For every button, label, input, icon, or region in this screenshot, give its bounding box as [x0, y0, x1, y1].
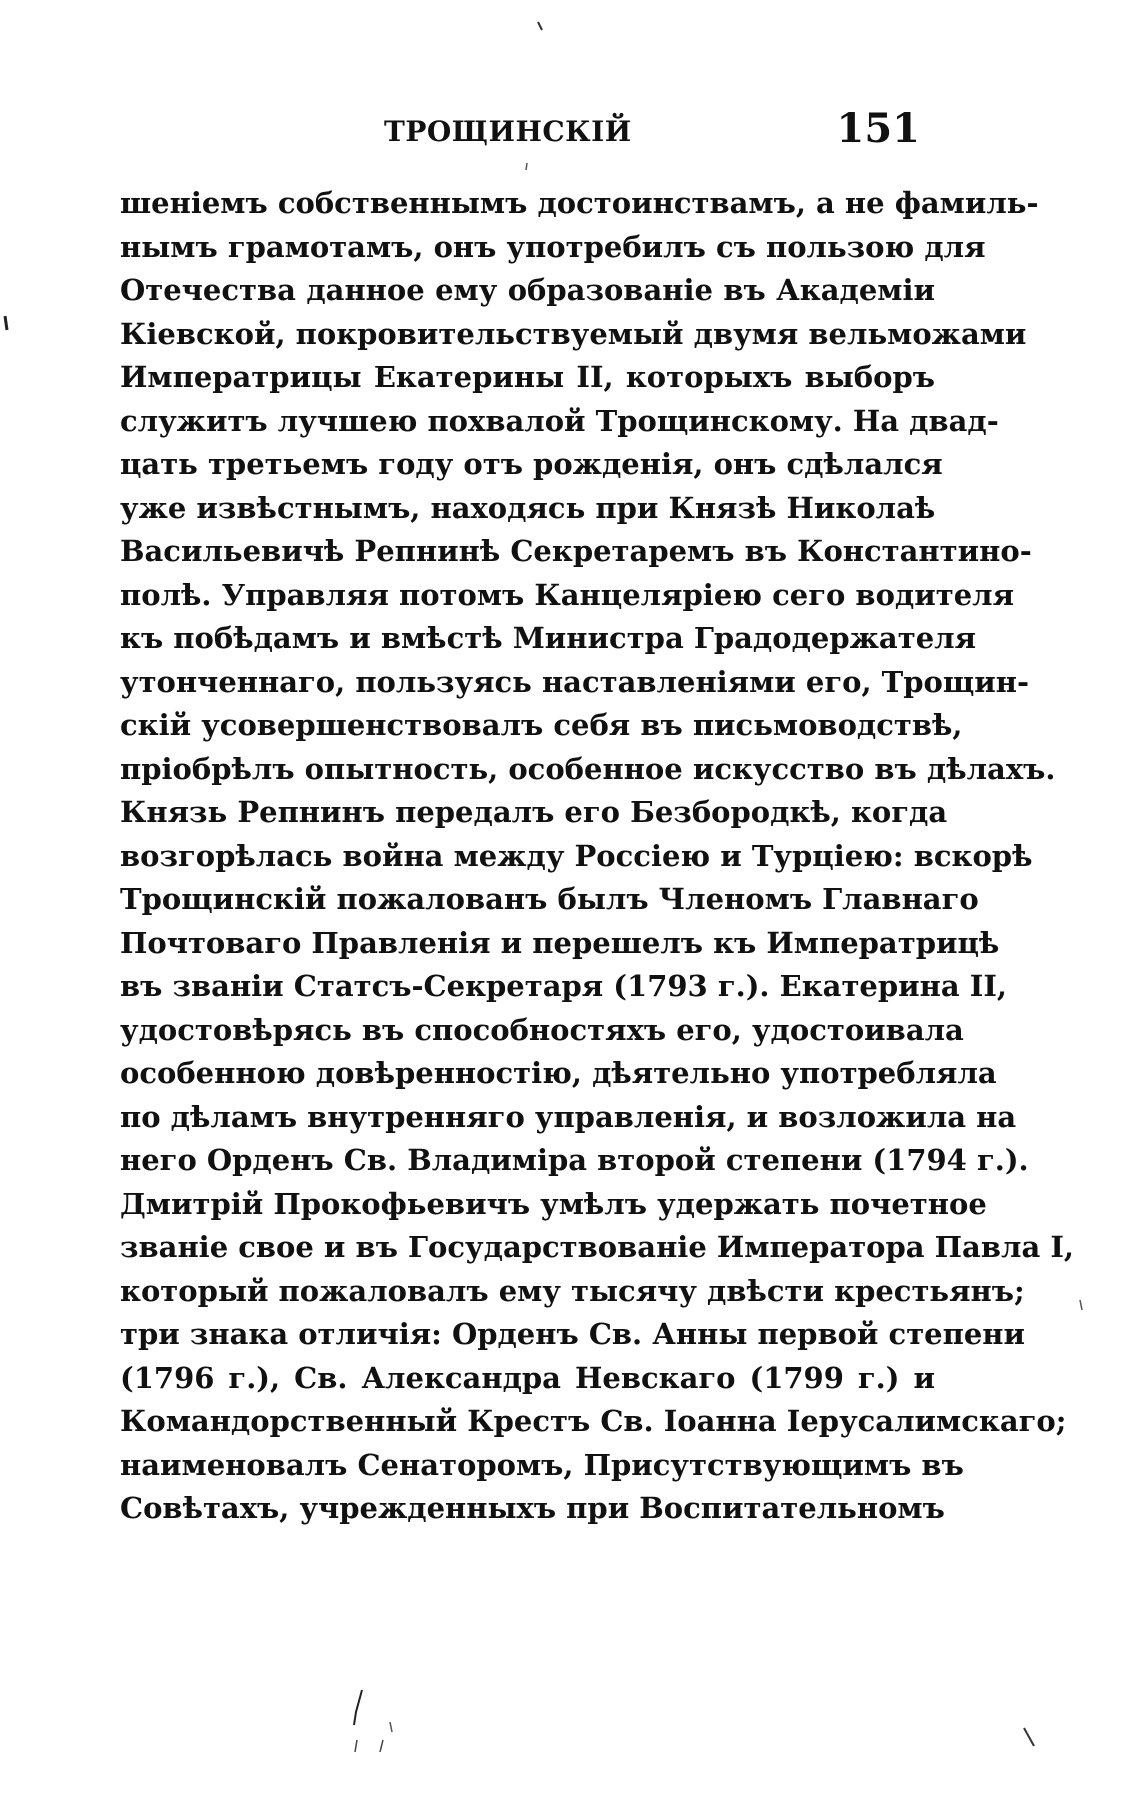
- text-line: въ званіи Статсъ-Секретаря (1793 г.). Екатерина II,: [120, 969, 1007, 1003]
- text-line: удостовѣрясь въ способностяхъ его, удостоивала: [120, 1012, 964, 1047]
- running-title: ТРОЩИНСКІЙ: [384, 115, 632, 148]
- text-line: нымъ грамотамъ, онъ употребилъ съ пользою для: [120, 229, 986, 264]
- text-line: къ побѣдамъ и вмѣстѣ Министра Градодержателя: [120, 621, 977, 655]
- text-line: по дѣламъ внутренняго управленія, и возложила на: [120, 1099, 1017, 1134]
- text-line: уже извѣстнымъ, находясь при Князѣ Николаѣ: [120, 490, 936, 525]
- text-line: утонченнаго, пользуясь наставленіями его, Трощин-: [120, 664, 1030, 699]
- text-line: Императрицы Екатерины II, которыхъ выборъ: [120, 360, 935, 394]
- scan-speck: [355, 1740, 357, 1752]
- text-line: Отечества данное ему образованіе въ Академіи: [120, 273, 935, 307]
- scan-speck: [1024, 1728, 1034, 1746]
- text-line: Дмитрій Прокофьевичъ умѣлъ удержать почетное: [120, 1186, 987, 1221]
- text-line: полѣ. Управляя потомъ Канцеляріею сего водителя: [120, 577, 1015, 612]
- text-line: Трощинскій пожалованъ былъ Членомъ Главнаго: [120, 882, 979, 916]
- text-line: (1796 г.), Св. Александра Невскаго (1799 г.) и: [120, 1360, 935, 1395]
- text-line: Почтоваго Правленія и перешелъ къ Императрицѣ: [120, 925, 1000, 960]
- text-line: шеніемъ собственнымъ достоинствамъ, а не фамиль-: [120, 186, 1039, 220]
- text-line: скій усовершенствовалъ себя въ письмоводствѣ,: [120, 708, 963, 742]
- scan-speck: [538, 22, 542, 30]
- scan-speck: [1080, 1300, 1082, 1310]
- text-line: особенною довѣренностію, дѣятельно употребляла: [120, 1056, 997, 1090]
- text-line: Васильевичѣ Репнинѣ Секретаремъ въ Константино-: [120, 534, 1032, 568]
- text-line: цать третьемъ году отъ рожденія, онъ сдѣлался: [120, 447, 943, 481]
- text-line: званіе свое и въ Государствованіе Императора Павла I,: [120, 1230, 1074, 1264]
- text-line: пріобрѣлъ опытность, особенное искусство въ дѣлахъ.: [120, 751, 1056, 786]
- text-line: который пожаловалъ ему тысячу двѣсти крестьянъ;: [120, 1273, 1025, 1308]
- text-line: возгорѣлась война между Россіею и Турціею: вскорѣ: [120, 838, 1033, 873]
- scan-speck: [380, 1740, 383, 1752]
- text-line: Кіевской, покровительствуемый двумя вельможами: [120, 316, 1027, 351]
- text-line: наименовалъ Сенаторомъ, Присутствующимъ въ: [120, 1447, 964, 1482]
- scan-speck: [5, 316, 7, 330]
- text-line: три знака отличія: Орденъ Св. Анны первой степени: [120, 1317, 1026, 1351]
- text-line: Князь Репнинъ передалъ его Безбородкѣ, когда: [120, 795, 948, 829]
- page-number: 151: [836, 105, 920, 152]
- running-head: [120, 105, 920, 165]
- body-text: [120, 182, 1074, 1531]
- text-line: служитъ лучшею похвалой Трощинскому. На двад-: [120, 403, 999, 438]
- scan-speck: [390, 1722, 392, 1732]
- text-line: Совѣтахъ, учрежденныхъ при Воспитательномъ: [120, 1491, 945, 1525]
- scan-speck: [354, 1690, 362, 1725]
- text-line: него Орденъ Св. Владиміра второй степени (1794 г.).: [120, 1143, 1029, 1177]
- text-line: Командорственный Крестъ Св. Іоанна Іерусалимскаго;: [120, 1404, 1067, 1438]
